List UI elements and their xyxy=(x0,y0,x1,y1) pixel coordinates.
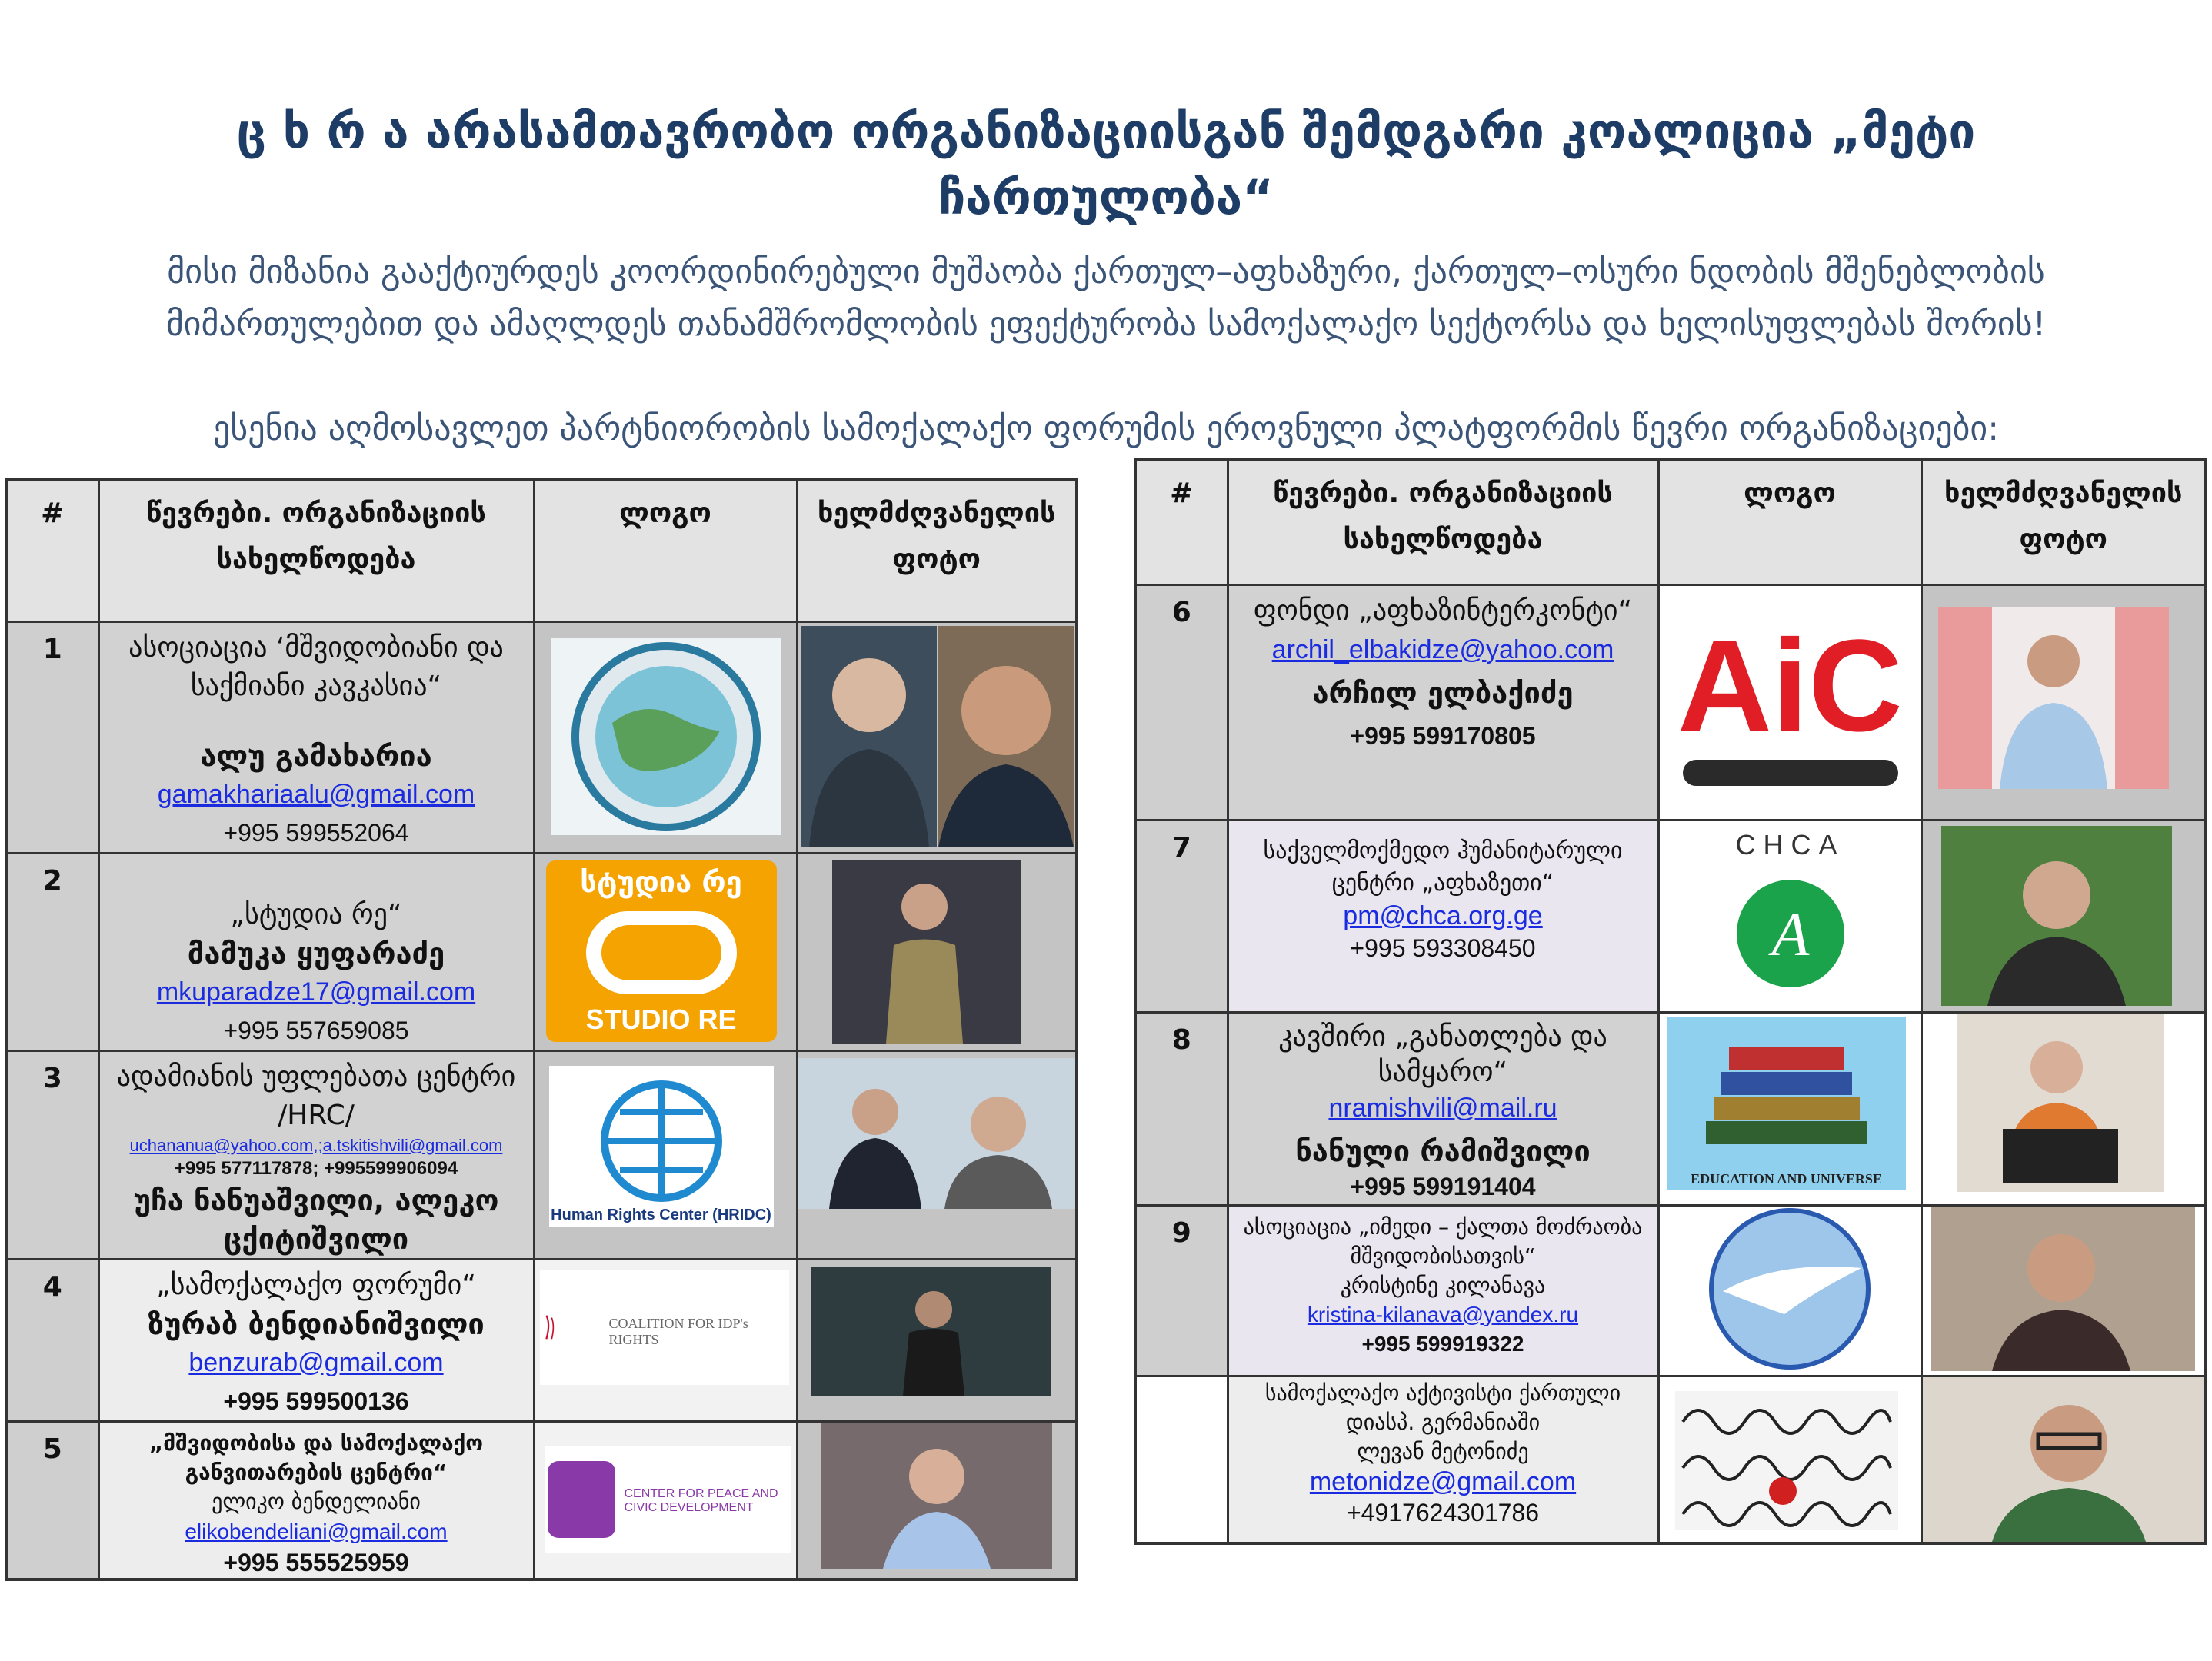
row-number: 5 xyxy=(6,1421,98,1579)
person-icon xyxy=(1938,607,2169,789)
person-icon xyxy=(1923,1377,2207,1542)
table-row xyxy=(1135,584,2206,820)
header-logo: ლოგო xyxy=(1658,460,1921,584)
person-icon xyxy=(811,1267,1051,1396)
org-name: ასოციაცია ‘მშვიდობიანი და საქმიანი კავკასია“ xyxy=(128,631,504,702)
photo-cell xyxy=(1921,584,2206,820)
leader-name: ნანული რამიშვილი xyxy=(1295,1133,1591,1168)
leader-photo xyxy=(832,860,1021,1044)
education-universe-logo xyxy=(1667,1017,1906,1190)
email-link[interactable]: elikobendeliani@gmail.com xyxy=(185,1519,448,1543)
table-header-row xyxy=(6,480,1077,621)
leader-photo xyxy=(801,626,937,847)
members-line: ესენია აღმოსავლეთ პარტნიორობის სამოქალაქო ფორუმის ეროვნული პლატფორმის წევრი ორგანიზაციები: xyxy=(212,409,2000,448)
logo-cell xyxy=(534,621,797,853)
table-row xyxy=(1135,1376,2206,1543)
table-row xyxy=(6,1050,1077,1259)
logo-cell xyxy=(1658,1376,1921,1543)
logo-cell xyxy=(534,1050,797,1259)
org-cell xyxy=(98,1050,534,1259)
org-name: ასოციაცია „იმედი – ქალთა მოძრაობა მშვიდობისათვის“ xyxy=(1243,1213,1643,1269)
row-number: 9 xyxy=(1135,1205,1228,1376)
row-number: 8 xyxy=(1135,1012,1228,1205)
logo-text-top: სტუდია რე xyxy=(580,864,742,899)
email-link[interactable]: gamakhariaalu@gmail.com xyxy=(157,779,475,809)
org-name: კავშირი „განათლება და სამყარო“ xyxy=(1278,1020,1607,1088)
header-name: წევრები. ორგანიზაციის სახელწოდება xyxy=(98,480,534,621)
leader-name: ზურაბ ბენდიანიშვილი xyxy=(148,1306,485,1341)
org-name: „მშვიდობისა და სამოქალაქო განვითარების ცენტრი“ xyxy=(148,1430,484,1485)
header-photo: ხელმძღვანელის ფოტო xyxy=(797,480,1077,621)
leader-photo xyxy=(938,626,1074,847)
logo-text: CHCA xyxy=(1735,828,1845,860)
logo-text: EDUCATION AND UNIVERSE xyxy=(1691,1170,1882,1187)
org-cell xyxy=(98,621,534,853)
org-name: ფონდი „აფხაზინტერკონტი“ xyxy=(1253,594,1633,627)
row-number: 1 xyxy=(6,621,98,853)
table-row xyxy=(6,853,1077,1050)
logo-shape xyxy=(586,911,737,994)
leader-name: კრისტინე კილანავა xyxy=(1340,1272,1546,1298)
person-icon xyxy=(821,1423,1052,1569)
logo-bar xyxy=(1683,760,1898,786)
leader-name: ალუ გამახარია xyxy=(200,738,432,773)
leader-name: მამუკა ყუფარაძე xyxy=(187,936,445,970)
row-number: 4 xyxy=(6,1259,98,1421)
books-icon xyxy=(1667,1017,1906,1190)
row-number: 3 xyxy=(6,1050,98,1259)
figures-icon xyxy=(540,1270,609,1385)
logo-cell xyxy=(1658,1012,1921,1205)
leader-photo xyxy=(1931,1207,2195,1371)
row-number: 6 xyxy=(1135,584,1228,820)
email-link[interactable]: pm@chca.org.ge xyxy=(1343,900,1543,930)
leader-name: უჩა ნანუაშვილი, ალეკო ცქიტიშვილი xyxy=(133,1183,499,1256)
person-icon xyxy=(1957,1014,2164,1192)
photo-cell xyxy=(1921,1205,2206,1376)
logo-text: AiC xyxy=(1677,612,1903,759)
org-cell xyxy=(1228,1205,1658,1376)
leader-name: ელიკო ბენდელიანი xyxy=(212,1488,421,1514)
header-photo: ხელმძღვანელის ფოტო xyxy=(1921,460,2206,584)
table-row xyxy=(6,1421,1077,1579)
photo-cell xyxy=(1921,1012,2206,1205)
logo-cell xyxy=(534,1259,797,1421)
phone-number: +4917624301786 xyxy=(1346,1498,1540,1526)
row-number xyxy=(1135,1376,1228,1543)
script-icon xyxy=(1675,1391,1898,1530)
org-cell xyxy=(1228,584,1658,820)
logo-text: COALITION FOR IDP's RIGHTS xyxy=(608,1315,748,1347)
email-link[interactable]: mkuparadze17@gmail.com xyxy=(156,977,476,1007)
intro-text: მისი მიზანია გააქტიურდეს კოორდინირებული მუშაობა ქართულ–აფხაზური, ქართულ–ოსური ნდობის მშენებლობის მიმართულებით და ამაღლდეს თანამშრომლობის ეფექტურობა სამოქალაქო სექტორსა და ხელისუფლებას შორის! xyxy=(165,252,2047,344)
person-icon xyxy=(798,1058,1075,1209)
photo-cell xyxy=(1921,820,2206,1012)
globe-icon xyxy=(549,1066,774,1227)
photo-cell xyxy=(797,853,1077,1050)
hrc-logo xyxy=(549,1066,774,1227)
phone-number: +995 577117878; +995599906094 xyxy=(174,1157,458,1179)
logo-cell xyxy=(534,853,797,1050)
row-number: 7 xyxy=(1135,820,1228,1012)
table-row xyxy=(6,1259,1077,1421)
table-row xyxy=(1135,1205,2206,1376)
header-logo: ლოგო xyxy=(534,480,797,621)
imedi-logo xyxy=(1669,1207,1911,1371)
phone-number: +995 599919322 xyxy=(1361,1331,1524,1356)
leader-photo xyxy=(1938,607,2169,789)
photo-cell xyxy=(797,1421,1077,1579)
person-icon xyxy=(1931,1207,2195,1371)
org-cell xyxy=(98,853,534,1050)
table-row xyxy=(6,621,1077,853)
page-title: ც ხ რ ა არასამთავრობო ორგანიზაციისგან შემდგარი კოალიცია „მეტი ჩართულობა“ xyxy=(236,103,1976,225)
email-link[interactable]: archil_elbakidze@yahoo.com xyxy=(1271,634,1614,664)
email-link[interactable]: kristina-kilanava@yandex.ru xyxy=(1307,1302,1579,1326)
phone-number: +995 593308450 xyxy=(1350,934,1536,962)
logo-text-bottom: STUDIO RE xyxy=(585,1003,737,1035)
org-cell xyxy=(1228,820,1658,1012)
chca-logo xyxy=(1667,829,1914,1003)
table-row xyxy=(1135,1012,2206,1205)
logo-cell xyxy=(1658,584,1921,820)
org-cell xyxy=(1228,1376,1658,1543)
leader-photo xyxy=(821,1423,1052,1569)
email-link[interactable]: benzurab@gmail.com xyxy=(188,1347,444,1377)
photo-cell xyxy=(1921,1376,2206,1543)
phone-number: +995 599170805 xyxy=(1350,721,1536,750)
leader-photo xyxy=(811,1267,1051,1396)
photo-cell xyxy=(797,1050,1077,1259)
logo-text: CENTER FOR PEACE AND CIVIC DEVELOPMENT xyxy=(624,1486,778,1514)
aic-logo xyxy=(1667,609,1914,794)
phone-number: +995 599500136 xyxy=(223,1386,409,1415)
leader-name: ლევან მეტონიძე xyxy=(1357,1438,1529,1464)
idp-coalition-logo xyxy=(540,1270,789,1385)
phone-number: +995 557659085 xyxy=(223,1016,409,1044)
photo-cell xyxy=(797,1259,1077,1421)
globe-icon xyxy=(551,638,781,835)
right-members-table xyxy=(1134,458,2207,1545)
table-row xyxy=(1135,820,2206,1012)
logo-cell xyxy=(534,1421,797,1579)
email-link[interactable]: uchananua@yahoo.com,;a.tskitishvili@gmail.com xyxy=(129,1135,503,1155)
leader-name: არჩილ ელბაქიძე xyxy=(1312,675,1574,710)
phone-number: +995 599191404 xyxy=(1350,1172,1536,1200)
circle-a-icon xyxy=(1667,864,1914,1003)
table-header-row xyxy=(1135,460,2206,584)
photo-cell xyxy=(797,621,1077,853)
leader-photo xyxy=(1957,1014,2164,1192)
leader-photo xyxy=(1923,1377,2207,1542)
person-icon xyxy=(1941,826,2172,1006)
header-name: წევრები. ორგანიზაციის სახელწოდება xyxy=(1228,460,1658,584)
org-cell xyxy=(1228,1012,1658,1205)
phone-number: +995 599552064 xyxy=(223,818,409,847)
header-num: # xyxy=(1135,460,1228,584)
phone-number: +995 555525959 xyxy=(223,1548,409,1576)
person-icon xyxy=(832,860,1021,1044)
svg-text:A: A xyxy=(1771,900,1809,969)
georgian-script-logo xyxy=(1675,1391,1898,1530)
org-cell xyxy=(98,1259,534,1421)
org-name: სამოქალაქო აქტივისტი ქართული დიასპ. გერმანიაში xyxy=(1264,1380,1621,1435)
left-members-table xyxy=(5,478,1078,1581)
org-name: „სტუდია რე“ xyxy=(230,898,402,930)
row-number: 2 xyxy=(6,853,98,1050)
org-cell xyxy=(98,1421,534,1579)
header-num: # xyxy=(6,480,98,621)
studio-re-logo xyxy=(546,860,777,1042)
leader-photo xyxy=(1941,826,2172,1006)
logo-text: Human Rights Center (HRIDC) xyxy=(551,1206,771,1223)
logo-cell xyxy=(1658,1205,1921,1376)
email-link[interactable]: nramishvili@mail.ru xyxy=(1328,1093,1557,1123)
dove-icon xyxy=(1669,1207,1911,1371)
figure-icon xyxy=(548,1461,615,1538)
person-icon xyxy=(938,626,1074,847)
email-link[interactable]: metonidze@gmail.com xyxy=(1309,1466,1577,1496)
logo-cell xyxy=(1658,820,1921,1012)
peace-caucasus-logo xyxy=(551,638,781,835)
org-name: „სამოქალაქო ფორუმი“ xyxy=(156,1269,476,1301)
person-icon xyxy=(801,626,937,847)
org-name: ადამიანის უფლებათა ცენტრი /HRC/ xyxy=(116,1060,516,1131)
leader-photo xyxy=(798,1058,1075,1209)
org-name: საქველმოქმედო ჰუმანიტარული ცენტრი „აფხაზეთი“ xyxy=(1263,837,1623,897)
peace-civic-logo xyxy=(545,1446,791,1553)
